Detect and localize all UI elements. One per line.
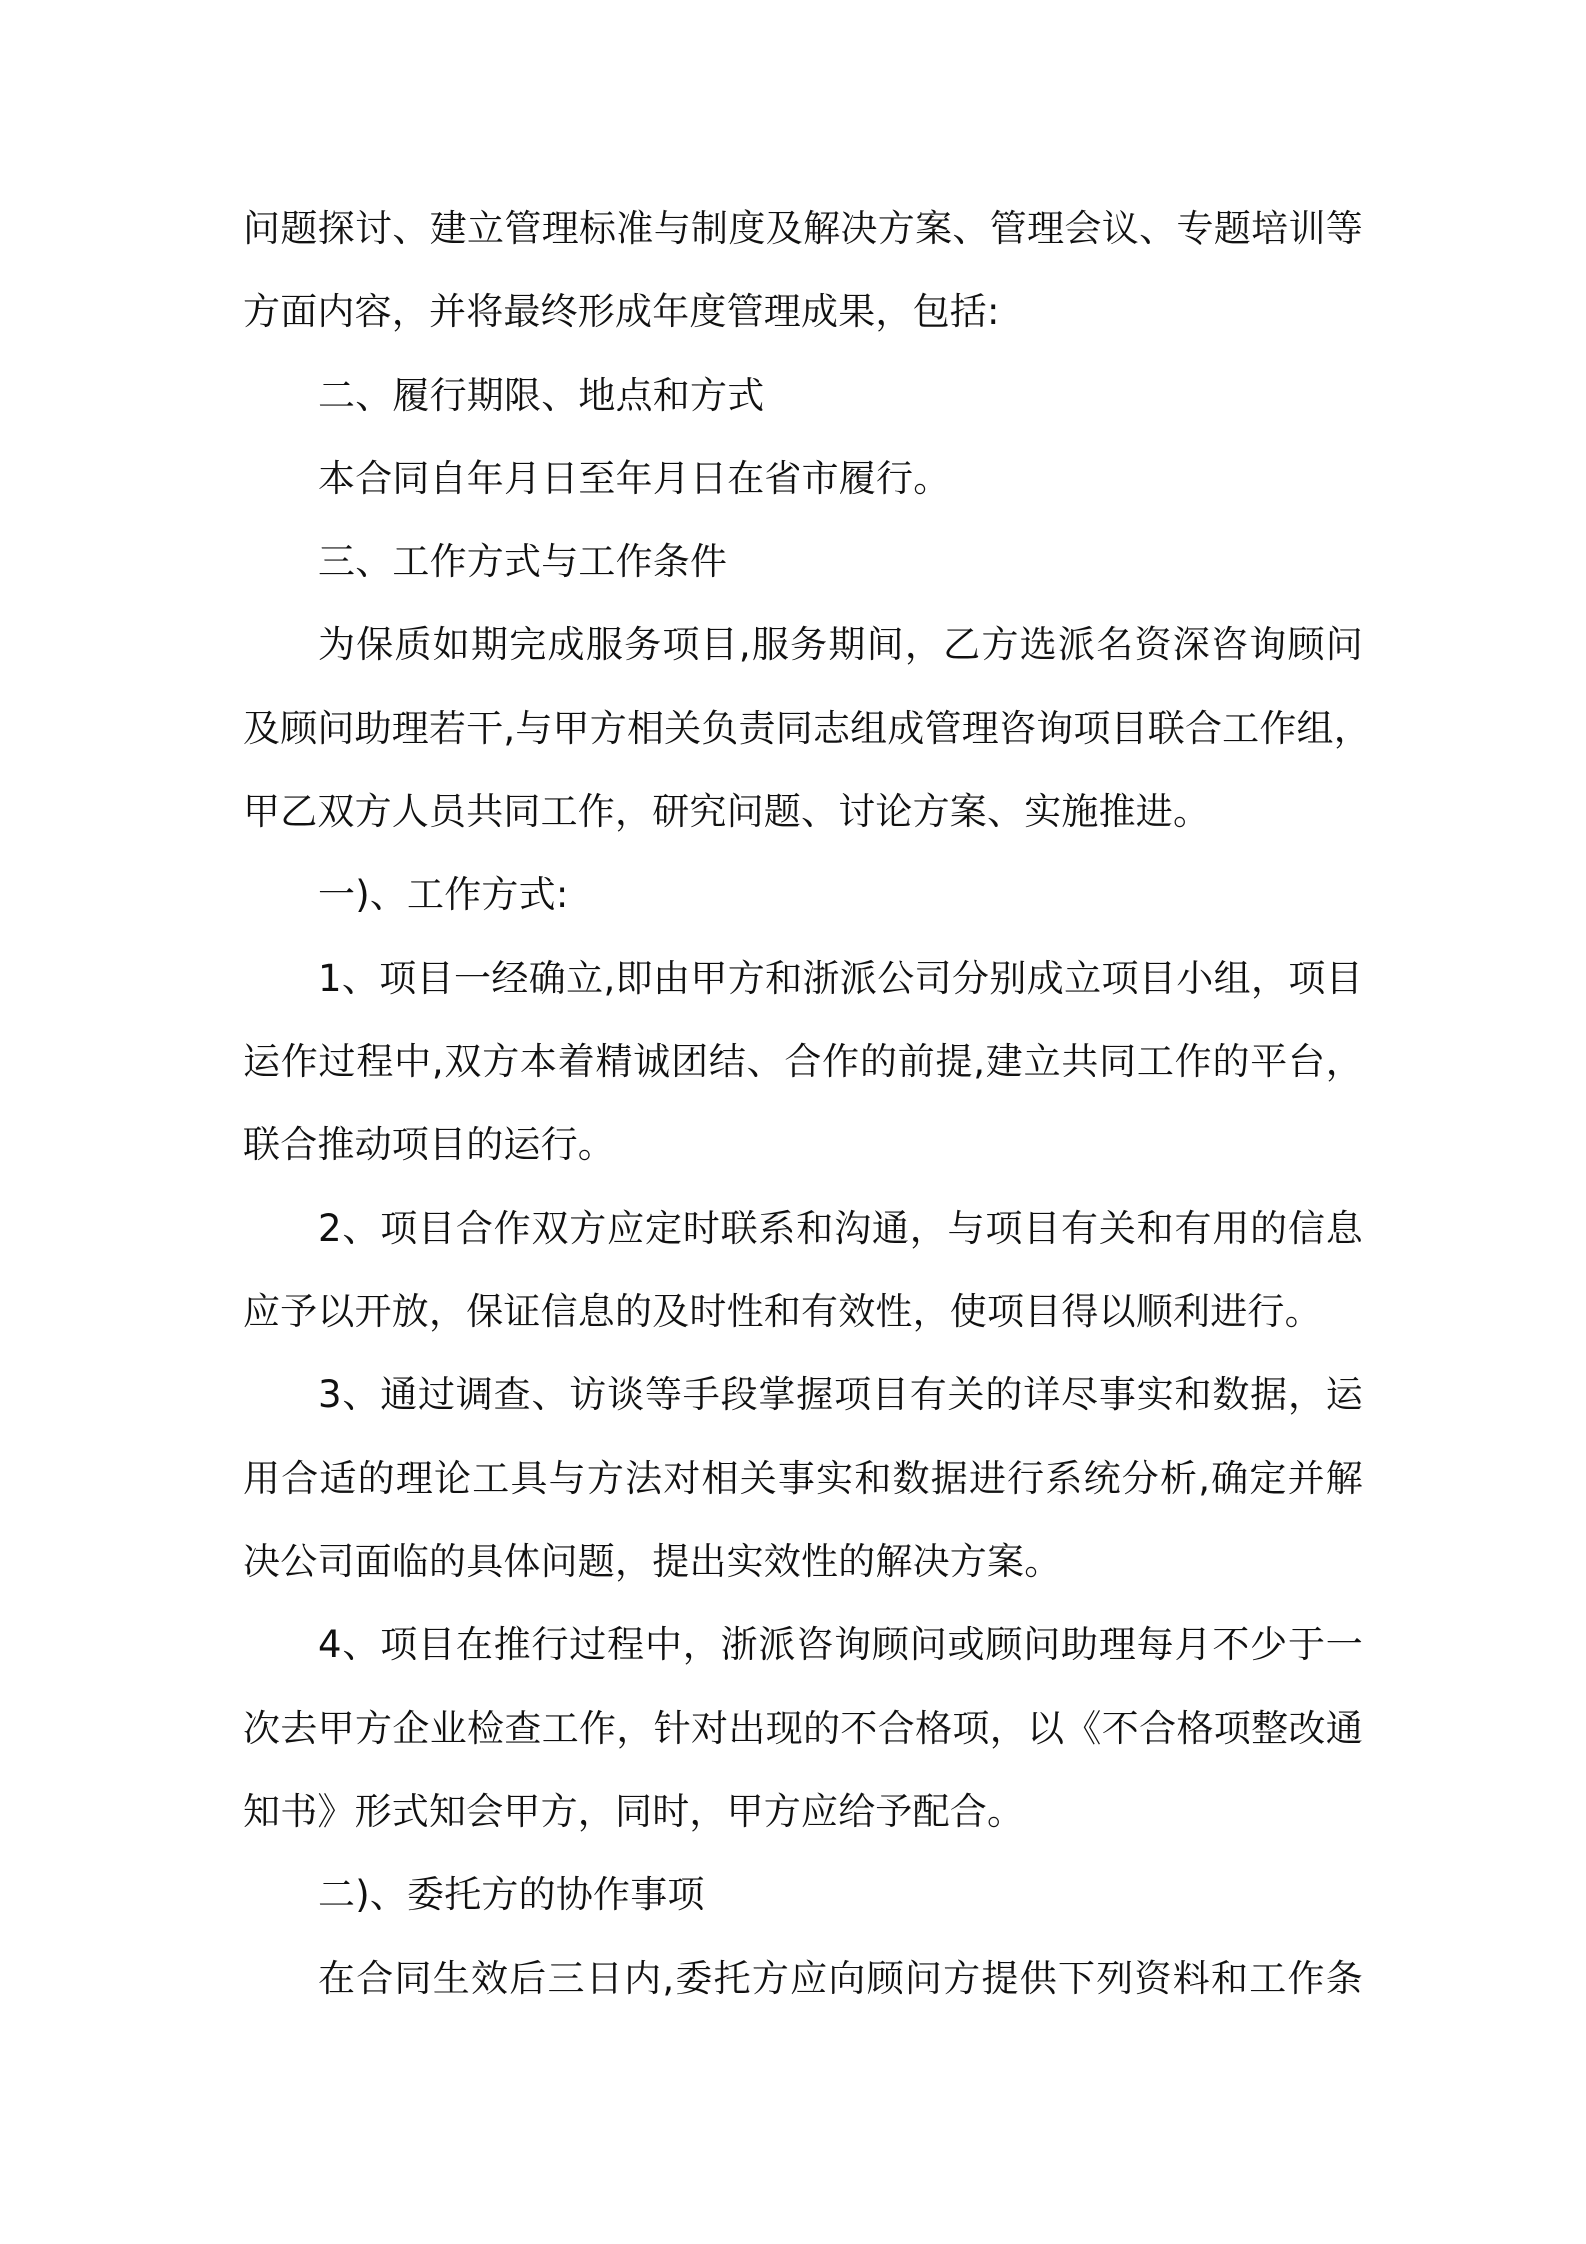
text-line-18: 4、项目在推行过程中，浙派咨询顾问或顾问助理每月不少于一 [318,1623,1363,1666]
text-line-16: 用合适的理论工具与方法对相关事实和数据进行系统分析,确定并解 [243,1457,1363,1500]
text-line-19: 次去甲方企业检查工作，针对出现的不合格项，以《不合格项整改通 [243,1707,1363,1750]
text-line-13: 2、项目合作双方应定时联系和沟通，与项目有关和有用的信息 [318,1207,1363,1250]
text-line-17: 决公司面临的具体问题，提出实效性的解决方案。 [243,1540,1062,1583]
text-line-11: 运作过程中,双方本着精诚团结、合作的前提,建立共同工作的平台， [243,1040,1363,1083]
text-line-6: 为保质如期完成服务项目,服务期间，乙方选派名资深咨询顾问 [318,623,1363,666]
text-line-10: 1、项目一经确立,即由甲方和浙派公司分别成立项目小组，项目 [318,957,1363,1000]
text-line-4: 本合同自年月日至年月日在省市履行。 [318,457,951,500]
text-line-2: 方面内容，并将最终形成年度管理成果，包括: [243,290,1000,333]
text-line-7: 及顾问助理若干,与甲方相关负责同志组成管理咨询项目联合工作组， [243,707,1371,750]
text-line-1: 问题探讨、建立管理标准与制度及解决方案、管理会议、专题培训等 [243,207,1363,250]
text-line-14: 应予以开放，保证信息的及时性和有效性，使项目得以顺利进行。 [243,1290,1322,1333]
subsection-heading-2: 二)、委托方的协作事项 [318,1873,705,1916]
text-line-22: 在合同生效后三日内,委托方应向顾问方提供下列资料和工作条 [318,1957,1363,2000]
text-line-20: 知书》形式知会甲方，同时，甲方应给予配合。 [243,1790,1025,1833]
section-heading-3: 三、工作方式与工作条件 [318,540,728,583]
text-line-8: 甲乙双方人员共同工作，研究问题、讨论方案、实施推进。 [243,790,1211,833]
section-heading-2: 二、履行期限、地点和方式 [318,374,765,417]
text-line-15: 3、通过调查、访谈等手段掌握项目有关的详尽事实和数据，运 [318,1373,1363,1416]
text-line-12: 联合推动项目的运行。 [243,1123,615,1166]
subsection-heading-1: 一)、工作方式: [318,873,569,916]
